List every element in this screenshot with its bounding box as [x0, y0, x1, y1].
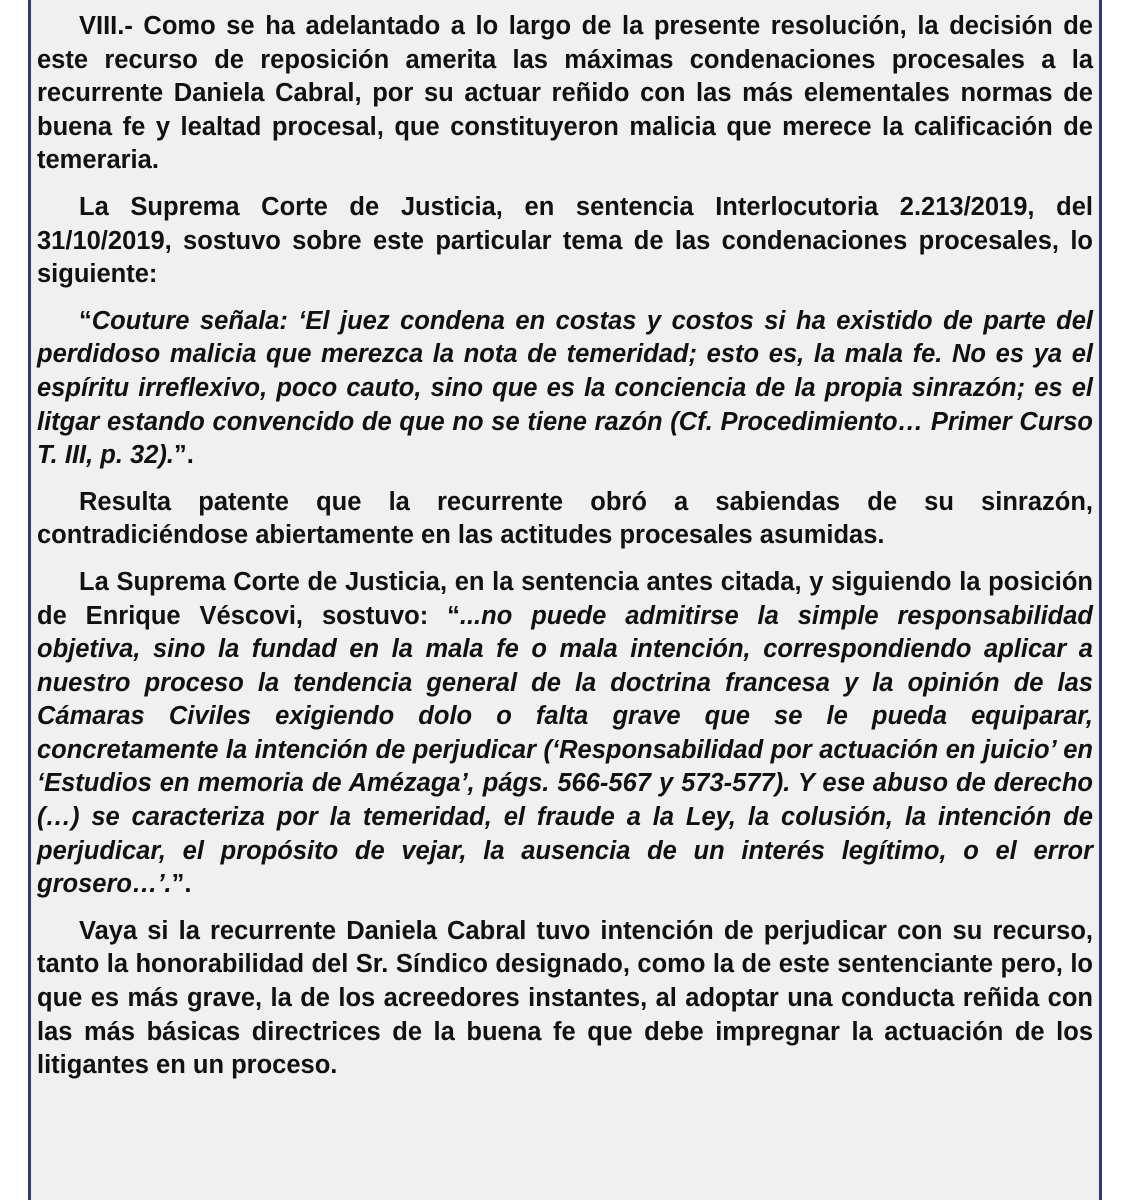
paragraph-couture-quote [37, 305, 1093, 473]
quote-text: ...no puede admitirse la simple responsabilidad objetiva, sino la fundad en la mala fe o mala intención, correspondiendo aplicar a nuestro proceso la tendencia general de la doctrina francesa y la opinión de las Cámaras Civiles exigiendo dolo o falta grave que se le pueda equiparar, concretamente la intención de perjudicar (‘Responsabilidad por actuación en juicio’ en ‘Estudios en memoria de Amézaga’, págs. 566-567 y 573-577). Y ese abuso de derecho (…) se caracteriza por la temeridad, el fraude a la Ley, la colusión, la intención de perjudicar, el propósito de vejar, la ausencia de un interés legítimo, o el error grosero…’. [37, 601, 1094, 899]
quote-text: Couture señala: ‘El juez condena en costas y costos si ha existido de parte del perdidoso malicia que merezca la nota de temeridad; esto es, la mala fe. No es ya el espíritu irreflexivo, poco cauto, sino que es la conciencia de la propia sinrazón; es el litgar estando convencido de que no se tiene razón (Cf. Procedimiento… Primer Curso T. III, p. 32). [37, 306, 1093, 470]
paragraph-text: VIII.- Como se ha adelantado a lo largo de la presente resolución, la decisión de este recurso de reposición amerita las máximas condenaciones procesales a la recurrente Daniela Cabral, por su actuar reñido con las más elementales normas de buena fe y lealtad procesal, que constituyeron malicia que merece la calificación de temeraria. [37, 12, 1093, 175]
quote-close-mark: ”. [173, 441, 194, 470]
document-body [37, 10, 1093, 1096]
paragraph-viii [37, 10, 1093, 178]
paragraph-scj-citation [37, 191, 1093, 292]
quote-close-mark: ”. [171, 870, 192, 899]
paragraph-intro-text: La Suprema Corte de Justicia, en la sentencia antes citada, y siguiendo la posición de Enrique Véscovi, sostuvo: “ [37, 567, 1093, 630]
quote-open-mark: “ [79, 306, 92, 335]
paragraph-conclusion [37, 915, 1093, 1083]
paragraph-text: Vaya si la recurrente Daniela Cabral tuvo intención de perjudicar con su recurso, tanto la honorabilidad del Sr. Síndico designado, como la de este sentenciante pero, lo que es más grave, la de los acreedores instantes, al adoptar una conducta reñida con las más básicas directrices de la buena fe que debe impregnar la actuación de los litigantes en un proceso. [37, 916, 1093, 1080]
paragraph-sinrazon [37, 486, 1093, 553]
document-page [28, 0, 1102, 1200]
paragraph-text: Resulta patente que la recurrente obró a sabiendas de su sinrazón, contradiciéndose abiertamente en las actitudes procesales asumidas. [37, 487, 1093, 550]
paragraph-vescovi [37, 566, 1093, 902]
paragraph-text: La Suprema Corte de Justicia, en sentencia Interlocutoria 2.213/2019, del 31/10/2019, sostuvo sobre este particular tema de las condenaciones procesales, lo siguiente: [37, 192, 1093, 289]
